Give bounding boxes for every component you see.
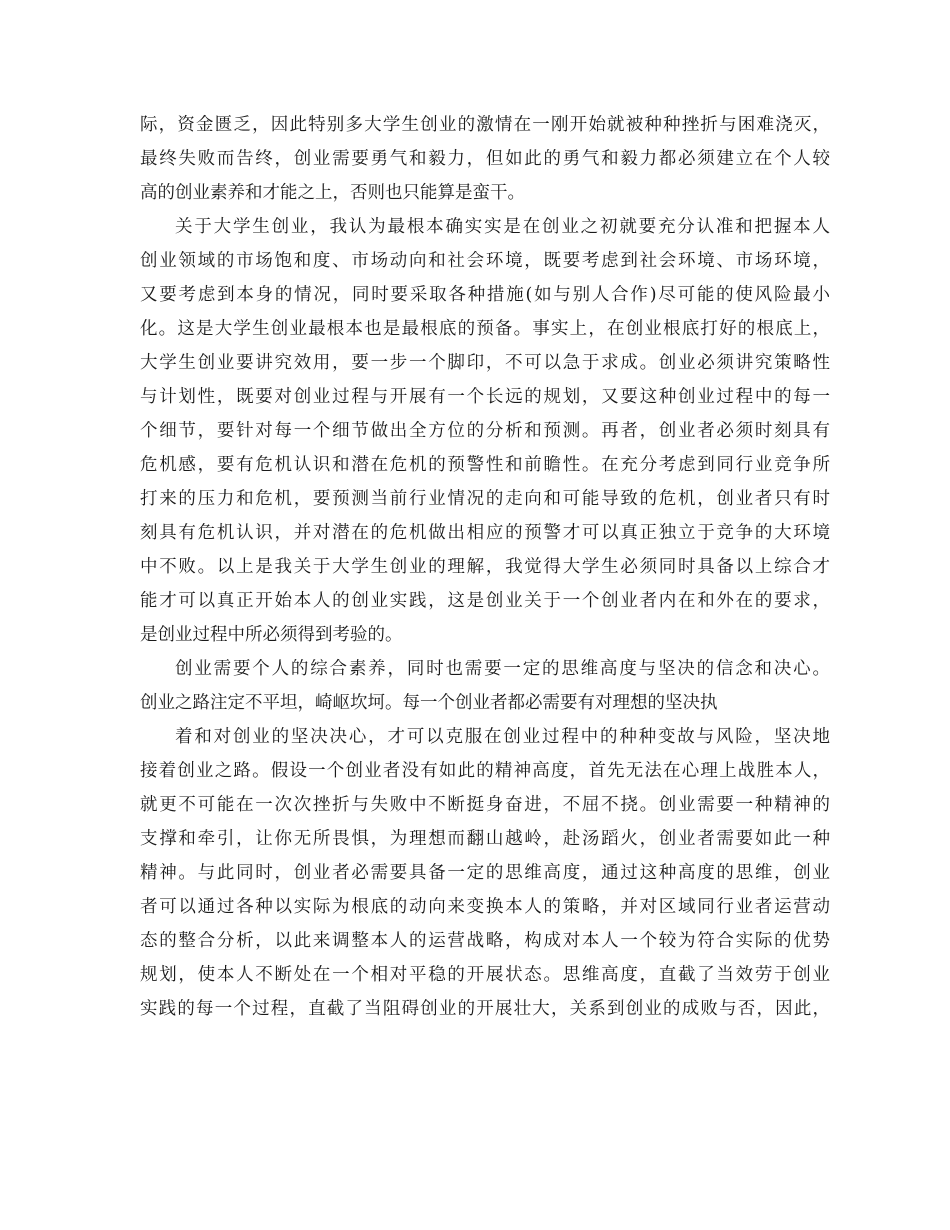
text-line: 规划，使本人不断处在一个相对平稳的开展状态。思维高度，直截了当效劳于创业 xyxy=(140,965,830,985)
text-line: 能才可以真正开始本人的创业实践，这是创业关于一个创业者内在和外在的要求， xyxy=(140,591,830,611)
text-line: 是创业过程中所必须得到考验的。 xyxy=(140,625,403,645)
text-line: 接着创业之路。假设一个创业者没有如此的精神高度，首先无法在心理上战胜本人， xyxy=(140,761,830,781)
text-line: 者可以通过各种以实际为根底的动向来变换本人的策略，并对区域同行业者运营动 xyxy=(140,897,830,917)
text-line: 创业需要个人的综合素养，同时也需要一定的思维高度与坚决的信念和决心。 xyxy=(175,659,830,679)
text-line: 刻具有危机认识，并对潜在的危机做出相应的预警才可以真正独立于竞争的大环境 xyxy=(140,523,830,543)
text-line: 着和对创业的坚决决心，才可以克服在创业过程中的种种变故与风险，坚决地 xyxy=(175,727,830,747)
body-text xyxy=(140,108,830,1026)
text-line: 个细节，要针对每一个细节做出全方位的分析和预测。再者，创业者必须时刻具有 xyxy=(140,421,830,441)
text-line: 与计划性，既要对创业过程与开展有一个长远的规划，又要这种创业过程中的每一 xyxy=(140,387,830,407)
text-line: 高的创业素养和才能之上，否则也只能算是蛮干。 xyxy=(140,183,525,203)
text-line: 中不败。以上是我关于大学生创业的理解，我觉得大学生必须同时具备以上综合才 xyxy=(140,557,830,577)
text-line: 支撑和牵引，让你无所畏惧，为理想而翻山越岭，赴汤蹈火，创业者需要如此一种 xyxy=(140,829,830,849)
text-line: 态的整合分析，以此来调整本人的运营战略，构成对本人一个较为符合实际的优势 xyxy=(140,931,830,951)
text-line: 最终失败而告终，创业需要勇气和毅力，但如此的勇气和毅力都必须建立在个人较 xyxy=(140,149,830,169)
text-line: 际，资金匮乏，因此特别多大学生创业的激情在一刚开始就被种种挫折与困难浇灭， xyxy=(140,115,830,135)
text-line: 创业领域的市场饱和度、市场动向和社会环境，既要考虑到社会环境、市场环境， xyxy=(140,251,830,271)
text-line: 危机感，要有危机认识和潜在危机的预警性和前瞻性。在充分考虑到同行业竞争所 xyxy=(140,455,830,475)
text-line: 就更不可能在一次次挫折与失败中不断挺身奋进，不屈不挠。创业需要一种精神的 xyxy=(140,795,830,815)
text-line: 实践的每一个过程，直截了当阻碍创业的开展壮大，关系到创业的成败与否，因此， xyxy=(140,999,830,1019)
text-line: 又要考虑到本身的情况，同时要采取各种措施(如与别人合作)尽可能的使风险最小 xyxy=(140,285,830,305)
text-line: 创业之路注定不平坦，崎岖坎坷。每一个创业者都必需要有对理想的坚决执 xyxy=(140,693,718,713)
text-line: 化。这是大学生创业最根本也是最根底的预备。事实上，在创业根底打好的根底上， xyxy=(140,319,830,339)
text-line: 大学生创业要讲究效用，要一步一个脚印，不可以急于求成。创业必须讲究策略性 xyxy=(140,353,830,373)
text-line: 打来的压力和危机，要预测当前行业情况的走向和可能导致的危机，创业者只有时 xyxy=(140,489,830,509)
text-line: 精神。与此同时，创业者必需要具备一定的思维高度，通过这种高度的思维，创业 xyxy=(140,863,830,883)
text-line: 关于大学生创业，我认为最根本确实实是在创业之初就要充分认准和把握本人 xyxy=(175,217,830,237)
